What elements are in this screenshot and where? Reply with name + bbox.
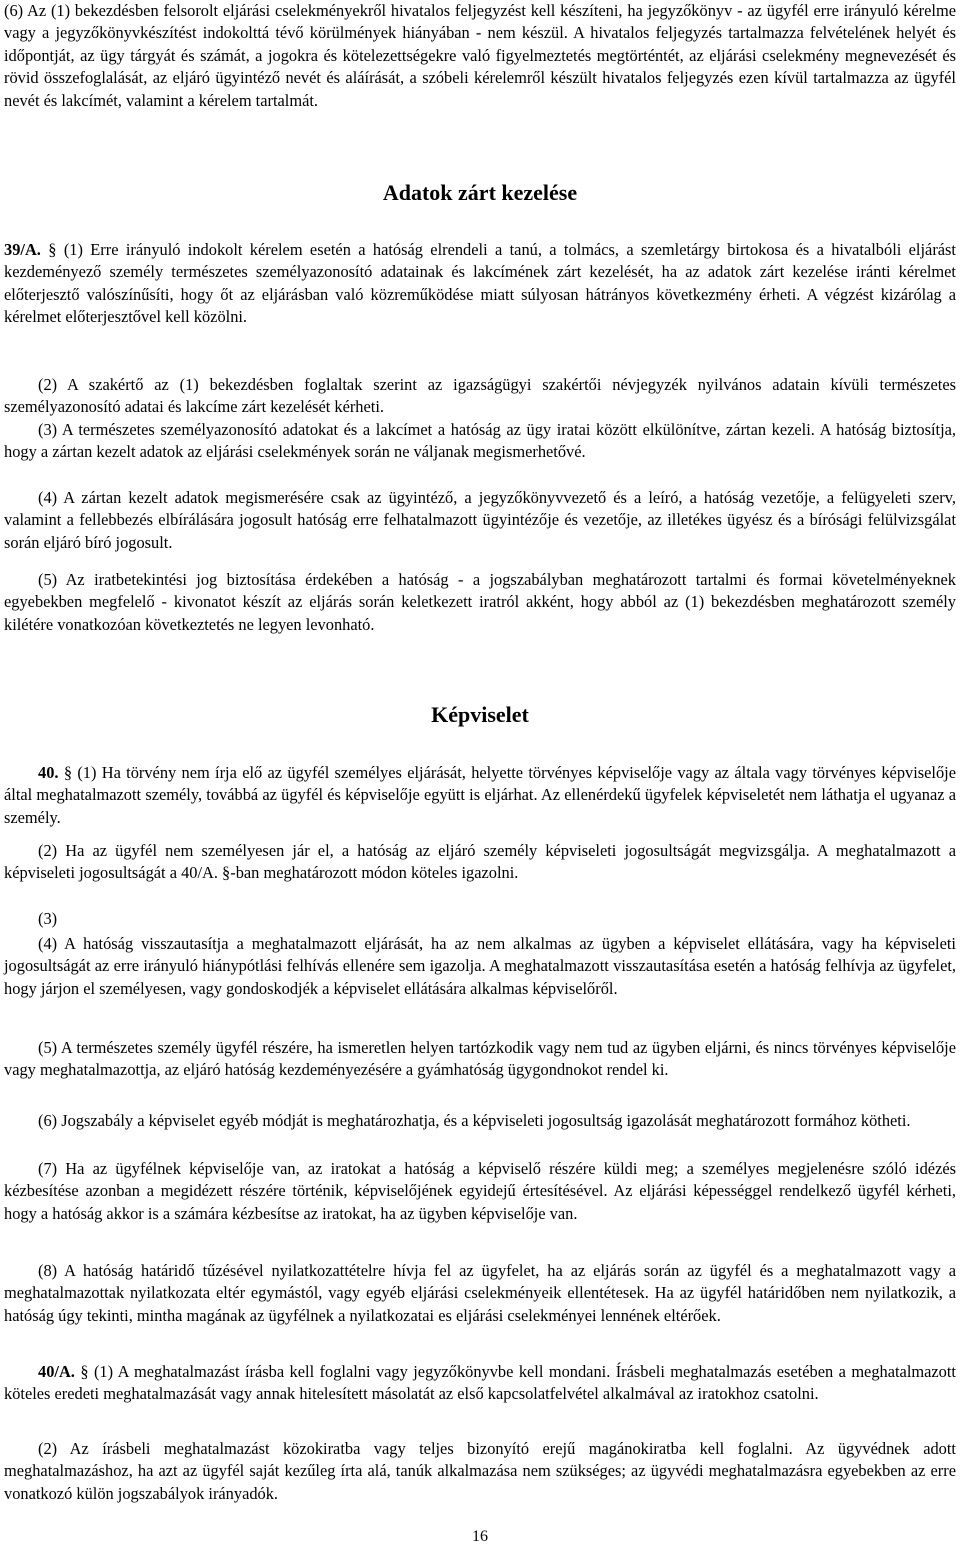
section-40-p1 — [4, 762, 956, 829]
section-number-40: 40. — [38, 763, 59, 782]
section-39a-p1-text: (1) Erre irányuló indokolt kérelem esetén a hatóság elrendeli a tanú, a tolmács, a szemletárgy birtokosa és a hivatalbóli eljárást kezdeményező személy természetes személyazonosító adatainak és lakcímének zárt kezelését, ha az adatok zárt kezelése iránti kérelmet előterjesztő valószínűsíti, hogy őt az eljárásban való közreműködése miatt súlyosan hátrányos következmény érheti. A végzést kizárólag a kérelmet előterjesztővel kell közölni. — [4, 240, 956, 327]
section-40-p4: (4) A hatóság visszautasítja a meghatalmazott eljárását, ha az nem alkalmas az ügyben a képviselet ellátására, vagy ha képviseleti jogosultságát az erre irányuló hiánypótlási felhívás ellenére sem igazolja. A meghatalmazott visszautasítása esetén a hatóság felhívja az ügyfelet, hogy járjon el személyesen, vagy gondoskodjék a képviselet ellátására alkalmas képviselőről. — [4, 934, 956, 998]
section-symbol: § — [48, 240, 57, 259]
section-40a-p2: (2) Az írásbeli meghatalmazást közokiratba vagy teljes bizonyító erejű magánokiratba kell foglalni. Az ügyvédnek adott meghatalmazáshoz, ha azt az ügyfél saját kezűleg írta alá, tanúk alkalmazása nem szükséges; az ügyvédi meghatalmazásra egyebekben az erre vonatkozó külön jogszabályok irányadók. — [4, 1439, 956, 1503]
section-40-p8: (8) A hatóság határidő tűzésével nyilatkozattételre hívja fel az ügyfelet, ha az eljárás során az ügyfél és a meghatalmazott vagy a meghatalmazottak nyilatkozata eltér egymástól, vagy egyéb eljárási cselekményeik ellentétesek. Ha az ügyfél határidőben nem nyilatkozik, a hatóság úgy tekinti, mintha magának az ügyfélnek a nyilatkozatai es eljárási cselekményei lennének eltérőek. — [4, 1261, 956, 1325]
section-number-39a: 39/A. — [4, 240, 41, 259]
section-39a-p1 — [4, 239, 956, 329]
section-40-p6: (6) Jogszabály a képviselet egyéb módját is meghatározhatja, és a képviseleti jogosultság igazolását meghatározott formához kötheti. — [38, 1111, 911, 1130]
section-40-p5: (5) A természetes személy ügyfél részére, ha ismeretlen helyen tartózkodik vagy nem tud az ügyben eljárni, és nincs törvényes képviselője vagy meghatalmazottja, az eljáró hatóság kezdeményezésére a gyámhatóság ügygondnokot rendel ki. — [4, 1038, 956, 1080]
section-39a-p5: (5) Az iratbetekintési jog biztosítása érdekében a hatóság - a jogszabályban meghatározott tartalmi és formai követelményeknek egyebekben megfelelő - kivonatot készít az eljárás során keletkezett iratról akként, hogy abból az (1) bekezdésben meghatározott személy kilétére vonatkozóan következtetés ne legyen levonható. — [4, 570, 956, 634]
section-39a-p4: (4) A zártan kezelt adatok megismerésére csak az ügyintéző, a jegyzőkönyvvezető és a leíró, a hatóság vezetője, a felügyeleti szerv, valamint a fellebbezés elbírálására jogosult hatóság erre felhatalmazott ügyintézője és vezetője, az illetékes ügyész és a bírósági felülvizsgálat során eljáró bíró jogosult. — [4, 488, 956, 552]
section-number-40a: 40/A. — [38, 1362, 75, 1381]
section-39a-p3: (3) A természetes személyazonosító adatokat és a lakcímet a hatóság az ügy iratai között elkülönítve, zártan kezeli. A hatóság biztosítja, hogy a zártan kezelt adatok az eljárási cselekmények során ne váljanak megismerhetővé. — [4, 420, 956, 462]
heading-adatok-zart-kezelese: Adatok zárt kezelése — [382, 180, 578, 205]
section-40-p7: (7) Ha az ügyfélnek képviselője van, az iratokat a hatóság a képviselő részére küldi meg; a személyes megjelenésre szóló idézés kézbesítése azonban a megidézett részére történik, képviselőjének egyidejű értesítésével. Az eljárási képességgel rendelkező ügyfél kérheti, hogy a hatóság akkor is a számára kézbesítse az iratokat, ha az ügyben képviselője van. — [4, 1159, 956, 1223]
section-39a-p2: (2) A szakértő az (1) bekezdésben foglaltak szerint az igazságügyi szakértői névjegyzék nyilvános adatain kívüli természetes személyazonosító adatai és lakcíme zárt kezelését kérheti. — [4, 375, 956, 417]
section-symbol: § — [63, 763, 73, 782]
section-40-p2: (2) Ha az ügyfél nem személyesen jár el, a hatóság az eljáró személy képviseleti jogosultságát megvizsgálja. A meghatalmazott a képviseleti jogosultságát a 40/A. §-ban meghatározott módon köteles igazolni. — [4, 841, 956, 883]
page-number: 16 — [472, 1528, 488, 1545]
section-40a-p1-text: (1) A meghatalmazást írásba kell foglalni vagy jegyzőkönyvbe kell mondani. Írásbeli meghatalmazás esetében a meghatalmazott köteles eredeti meghatalmazását vagy annak hitelesített másolatát az első kapcsolatfelvétel alkalmával az iratokhoz csatolni. — [4, 1362, 956, 1404]
section-symbol: § — [80, 1362, 89, 1381]
section-40-p3: (3) — [38, 909, 58, 928]
section-40a-p1 — [4, 1361, 956, 1406]
heading-kepviselet: Képviselet — [431, 702, 529, 727]
document-page — [4, 0, 956, 1561]
section-40-p1-text: (1) Ha törvény nem írja elő az ügyfél személyes eljárását, helyette törvényes képviselője vagy az általa vagy törvényes képviselője által meghatalmazott személy, továbbá az ügyfél és képviselője együtt is eljárhat. Az ellenérdekű ügyfelek képviseletét nem láthatja el ugyanaz a személy. — [4, 763, 956, 827]
paragraph-top-6: (6) Az (1) bekezdésben felsorolt eljárási cselekményekről hivatalos feljegyzést kell készíteni, ha jegyzőkönyv - az ügyfél erre irányuló kérelme vagy a jegyzőkönyvkészítést indokolttá tévő körülmények hiányában - nem készül. A hivatalos feljegyzés tartalmazza felvételének helyét és időpontját, az ügy tárgyát és számát, a jogokra és kötelezettségekre való figyelmeztetés megtörténtét, az eljárási cselekmény megnevezését és rövid összefoglalását, az eljáró ügyintéző nevét és aláírását, a szóbeli kérelemről készült hivatalos feljegyzés ezen kívül tartalmazza az ügyfél nevét és lakcímét, valamint a kérelem tartalmát. — [4, 1, 956, 110]
